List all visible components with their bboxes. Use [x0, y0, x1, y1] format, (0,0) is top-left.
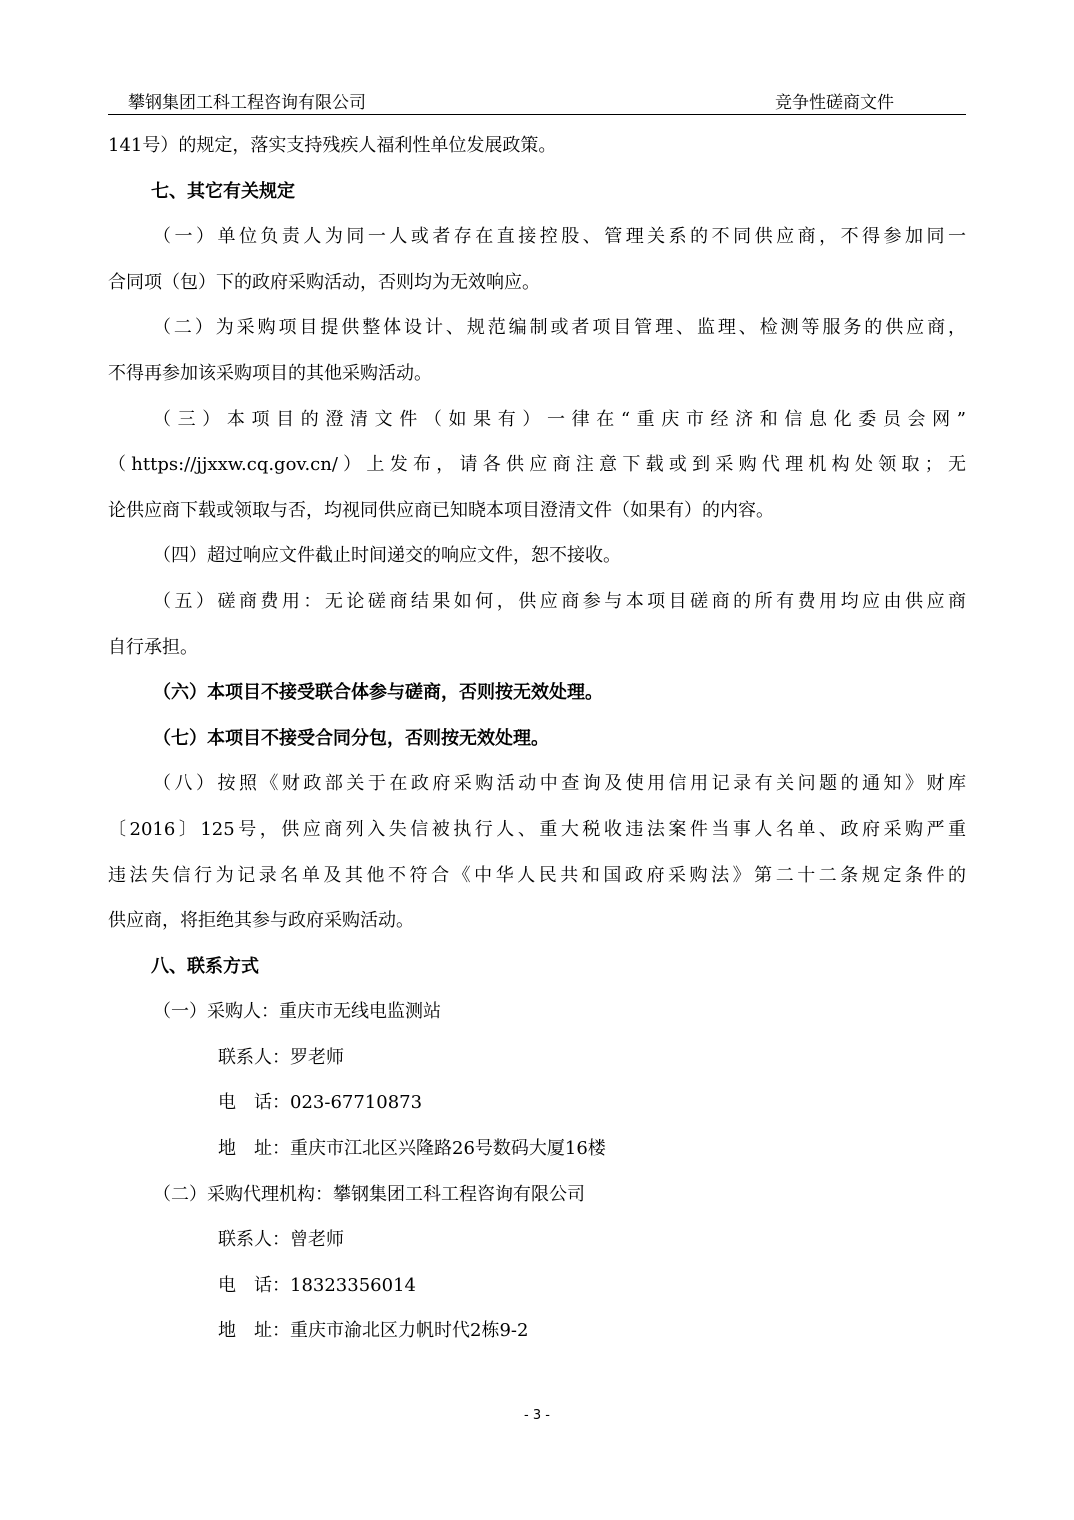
document-body [108, 123, 966, 1354]
field-value: 023-67710873 [290, 1092, 423, 1114]
paragraph: 供应商，将拒绝其参与政府采购活动。 [108, 910, 414, 932]
paragraph: （一）单位负责人为同一人或者存在直接控股、管理关系的不同供应商，不得参加同一 [153, 226, 966, 248]
paragraph: 〔2016〕125号，供应商列入失信被执行人、重大税收违法案件当事人名单、政府采购严重 [108, 818, 966, 840]
purchaser-contact [108, 1035, 966, 1081]
paragraph: 141号）的规定，落实支持残疾人福利性单位发展政策。 [108, 135, 557, 156]
agency-contact [108, 1217, 966, 1263]
agency-line: （二）采购代理机构：攀钢集团工科工程咨询有限公司 [153, 1183, 585, 1205]
paragraph: 违法失信行为记录名单及其他不符合《中华人民共和国政府采购法》第二十二条规定条件的 [108, 864, 966, 886]
field-label: 联系人： [218, 1229, 290, 1251]
page-header [108, 84, 966, 115]
field-label: 电 话： [218, 1274, 290, 1296]
page-number: - 3 - [524, 1408, 550, 1423]
paragraph: （四）超过响应文件截止时间递交的响应文件，恕不接收。 [153, 545, 621, 567]
section-heading-8: 八、联系方式 [151, 955, 259, 977]
field-label: 电 话： [218, 1092, 290, 1114]
field-label: 地 址： [218, 1320, 290, 1342]
field-label: 地 址： [218, 1138, 290, 1160]
header-company: 攀钢集团工科工程咨询有限公司 [128, 93, 366, 113]
paragraph: （八）按照《财政部关于在政府采购活动中查询及使用信用记录有关问题的通知》财库 [153, 773, 966, 795]
bold-clause: （七）本项目不接受合同分包，否则按无效处理。 [153, 727, 549, 749]
paragraph: 合同项（包）下的政府采购活动，否则均为无效响应。 [108, 271, 540, 293]
agency-address [108, 1308, 966, 1354]
section-heading-7: 七、其它有关规定 [151, 180, 295, 202]
paragraph: （二）为采购项目提供整体设计、规范编制或者项目管理、监理、检测等服务的供应商， [153, 317, 966, 339]
field-value: 重庆市渝北区力帆时代2栋9-2 [290, 1320, 529, 1342]
agency-phone [108, 1263, 966, 1309]
field-value: 罗老师 [290, 1046, 344, 1068]
field-label: 联系人： [218, 1046, 290, 1068]
field-value: 重庆市江北区兴隆路26号数码大厦16楼 [290, 1138, 606, 1160]
purchaser-address [108, 1126, 966, 1172]
paragraph: 不得再参加该采购项目的其他采购活动。 [108, 362, 432, 384]
purchaser-line: （一）采购人：重庆市无线电监测站 [153, 1001, 441, 1023]
bold-clause: （六）本项目不接受联合体参与磋商，否则按无效处理。 [153, 682, 603, 704]
field-value: 18323356014 [290, 1274, 416, 1296]
purchaser-phone [108, 1080, 966, 1126]
paragraph: 论供应商下载或领取与否，均视同供应商已知晓本项目澄清文件（如果有）的内容。 [108, 499, 774, 521]
field-value: 曾老师 [290, 1229, 344, 1251]
header-doc-type: 竞争性磋商文件 [775, 93, 894, 113]
paragraph: 自行承担。 [108, 636, 198, 658]
paragraph: （三）本项目的澄清文件（如果有）一律在“重庆市经济和信息化委员会网” [153, 408, 966, 430]
paragraph: （https://jjxxw.cq.gov.cn/）上发布，请各供应商注意下载或到采购代理机构处领取；无 [108, 454, 966, 476]
paragraph: （五）磋商费用：无论磋商结果如何，供应商参与本项目磋商的所有费用均应由供应商 [153, 590, 966, 612]
